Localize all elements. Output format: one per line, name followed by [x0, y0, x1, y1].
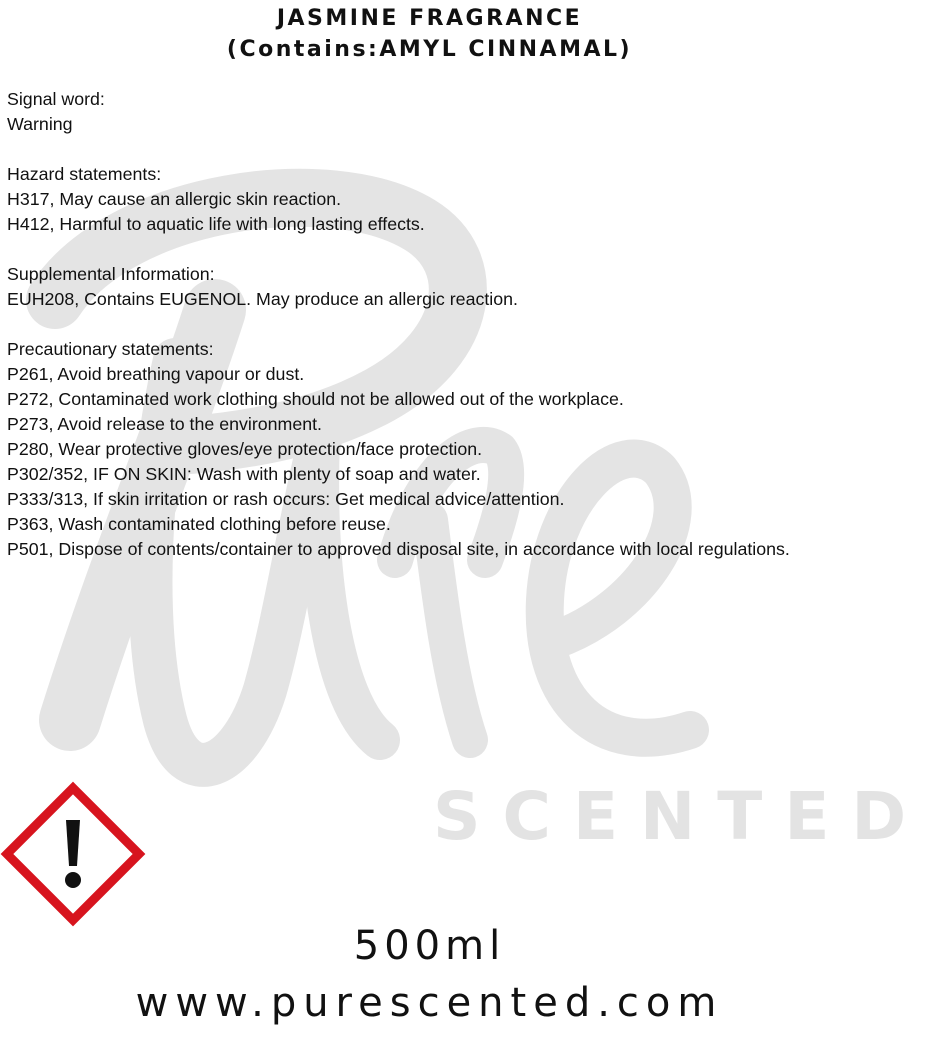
- supplemental-info-heading: Supplemental Information:: [7, 264, 215, 284]
- product-volume: 500ml: [353, 923, 506, 969]
- precautionary-statement: P261, Avoid breathing vapour or dust.: [7, 364, 305, 384]
- supplemental-statement: EUH208, Contains EUGENOL. May produce an allergic reaction.: [7, 289, 518, 309]
- precautionary-statement: P363, Wash contaminated clothing before reuse.: [7, 514, 391, 534]
- signal-word-value: Warning: [7, 114, 73, 134]
- precautionary-statement: P272, Contaminated work clothing should not be allowed out of the workplace.: [7, 389, 624, 409]
- precautionary-statement: P273, Avoid release to the environment.: [7, 414, 323, 434]
- hazard-info-block: [7, 87, 852, 562]
- hazard-statements-heading: Hazard statements:: [7, 164, 162, 184]
- ghs-exclamation-mark-icon: [3, 784, 143, 924]
- precautionary-statement: P501, Dispose of contents/container to approved disposal site, in accordance with local regulations.: [7, 539, 790, 559]
- website-url: www.purescented.com: [135, 980, 724, 1026]
- precautionary-statements-heading: Precautionary statements:: [7, 339, 214, 359]
- hazard-statement: H317, May cause an allergic skin reaction.: [7, 189, 342, 209]
- hazard-statement: H412, Harmful to aquatic life with long lasting effects.: [7, 214, 425, 234]
- precautionary-statement: P333/313, If skin irritation or rash occurs: Get medical advice/attention.: [7, 489, 565, 509]
- precautionary-statement: P280, Wear protective gloves/eye protection/face protection.: [7, 439, 483, 459]
- watermark-scented-text: SCENTED: [433, 778, 928, 855]
- signal-word-heading: Signal word:: [7, 89, 105, 109]
- product-title: JASMINE FRAGRANCE: [276, 6, 583, 31]
- precautionary-statement: P302/352, IF ON SKIN: Wash with plenty of soap and water.: [7, 464, 481, 484]
- product-contains: (Contains:AMYL CINNAMAL): [226, 37, 633, 62]
